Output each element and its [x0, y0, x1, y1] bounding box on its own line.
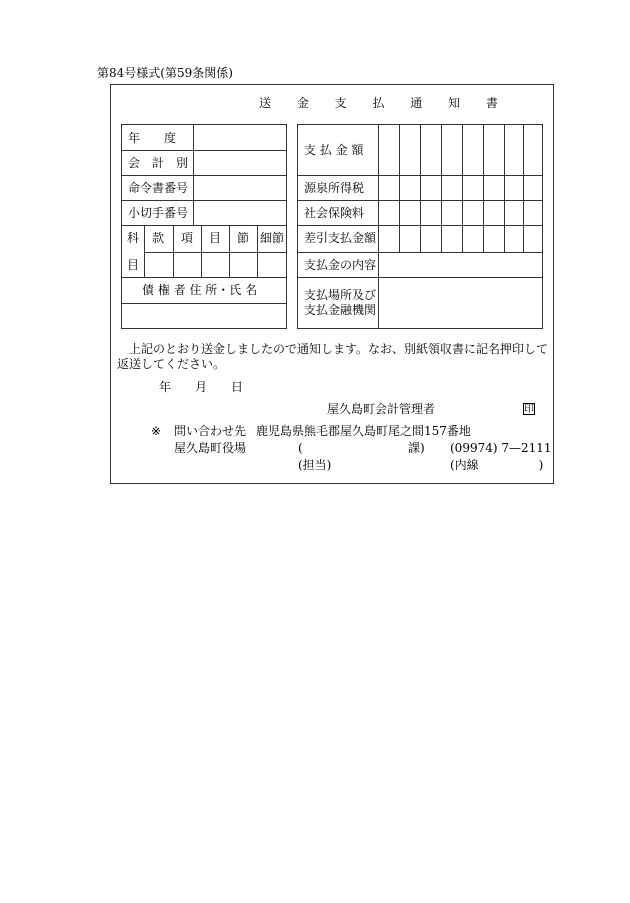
date-line: 年 月 日: [159, 380, 244, 394]
person-in-charge: (担当): [298, 458, 332, 472]
department-suffix: 課): [408, 441, 425, 455]
left-table: [121, 124, 287, 329]
item-label-kou: 項: [181, 231, 194, 245]
order-number-label: 命令書番号: [128, 181, 189, 195]
phone-number: (09974) 7—2111: [450, 441, 552, 455]
item-label-kamoku: 科: [127, 231, 140, 245]
treasurer-name: 屋久島町会計管理者: [327, 402, 436, 416]
item-label-kan: 款: [152, 231, 165, 245]
contact-label: 問い合わせ先: [174, 424, 247, 438]
department-open: (: [298, 441, 303, 455]
right-table: [297, 124, 543, 329]
withholding-tax-label: 源泉所得税: [304, 181, 365, 195]
payment-place-label-2: 支払金融機関: [304, 303, 377, 317]
notice-line-2: 返送してください。: [117, 357, 226, 371]
seal-mark: 印: [524, 404, 534, 415]
notice-form: [110, 84, 554, 484]
account-label: 会 計 別: [128, 156, 189, 170]
notice-line-1: 上記のとおり送金しましたので通知します。なお、別紙領収書に記名押印して: [129, 342, 549, 356]
extension-number: (内線 ): [450, 458, 544, 472]
contact-address: 鹿児島県熊毛郡屋久島町尾之間157番地: [256, 424, 471, 438]
item-label-moku-2: 目: [127, 258, 140, 272]
office-name: 屋久島町役場: [174, 441, 247, 455]
social-insurance-label: 社会保険料: [304, 206, 365, 220]
form-number: 第84号様式(第59条関係): [97, 66, 233, 80]
creditor-label: 債 権 者 住 所・氏 名: [142, 283, 258, 297]
item-label-setsu: 節: [237, 231, 250, 245]
net-payment-label: 差引支払金額: [304, 231, 377, 245]
item-label-moku: 目: [209, 231, 222, 245]
payment-amount-label: 支 払 金 額: [304, 143, 364, 157]
form-title: 送 金 支 払 通 知 書: [259, 96, 509, 110]
payment-contents-label: 支払金の内容: [304, 258, 377, 272]
payment-place-label-1: 支払場所及び: [304, 288, 377, 302]
check-number-label: 小切手番号: [128, 206, 189, 220]
fiscal-year-label: 年 度: [128, 131, 177, 145]
note-mark: ※: [151, 424, 162, 438]
item-label-saisetsu: 細節: [260, 231, 285, 245]
